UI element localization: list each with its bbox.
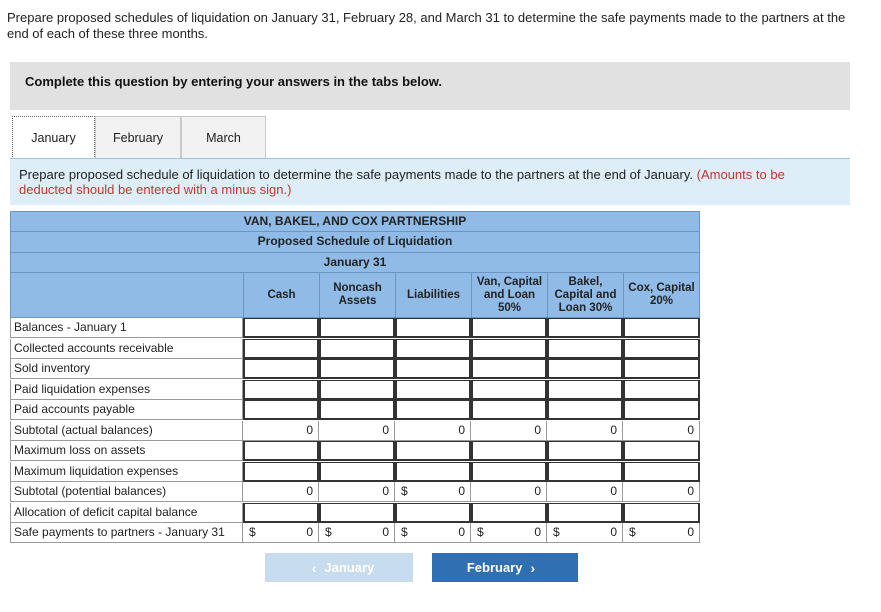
amount-input[interactable]	[243, 359, 319, 379]
column-header-3	[395, 273, 471, 318]
dollar-sign: $	[401, 525, 408, 539]
dollar-sign: $	[401, 484, 408, 498]
column-header-6	[623, 273, 700, 318]
row-label: Sold inventory	[10, 359, 243, 379]
table-row	[10, 503, 700, 523]
question-intro: Prepare proposed schedules of liquidation on January 31, February 28, and March 31 to determine the safe payments made to the partners at the end of each of these three months.	[7, 10, 846, 41]
table-row	[10, 482, 700, 502]
computed-value-cell	[395, 482, 471, 502]
dollar-sign: $	[553, 525, 560, 539]
amount-input[interactable]	[547, 462, 623, 482]
computed-value-cell	[243, 421, 319, 441]
amount-input[interactable]	[623, 400, 700, 420]
value-text: 0	[687, 484, 694, 498]
amount-input[interactable]	[623, 318, 700, 338]
dollar-sign: $	[249, 525, 256, 539]
amount-input[interactable]	[243, 462, 319, 482]
row-label: Balances - January 1	[10, 318, 243, 338]
amount-input[interactable]	[319, 503, 395, 523]
dollar-sign: $	[325, 525, 332, 539]
computed-value-cell	[623, 482, 700, 502]
previous-tab-label: January	[324, 560, 375, 575]
instruction-text: Prepare proposed schedule of liquidation to determine the safe payments made to the partners at the end of January.	[19, 167, 694, 182]
amount-input[interactable]	[319, 359, 395, 379]
amount-input[interactable]	[471, 441, 547, 461]
amount-input[interactable]	[395, 339, 471, 359]
column-header-1	[243, 273, 319, 318]
amount-input[interactable]	[319, 380, 395, 400]
next-tab-button[interactable]	[432, 553, 578, 582]
row-label: Maximum liquidation expenses	[10, 462, 243, 482]
computed-value-cell	[547, 421, 623, 441]
computed-value-cell	[319, 482, 395, 502]
computed-value-cell	[471, 421, 547, 441]
amount-input[interactable]	[395, 359, 471, 379]
column-header-line: Liabilities	[406, 288, 461, 301]
table-row	[10, 339, 700, 359]
amount-input[interactable]	[395, 380, 471, 400]
dollar-sign: $	[629, 525, 636, 539]
amount-input[interactable]	[471, 503, 547, 523]
next-tab-label: February	[466, 560, 523, 575]
amount-input[interactable]	[395, 503, 471, 523]
amount-input[interactable]	[623, 359, 700, 379]
row-label: Paid liquidation expenses	[10, 380, 243, 400]
chevron-left-icon: ‹	[311, 559, 317, 576]
computed-value-cell	[243, 523, 319, 543]
computed-value-cell	[623, 421, 700, 441]
amount-input[interactable]	[623, 380, 700, 400]
previous-tab-button[interactable]	[265, 553, 413, 582]
table-row	[10, 523, 700, 543]
amount-input[interactable]	[547, 400, 623, 420]
value-text: 0	[306, 422, 313, 437]
amount-input[interactable]	[243, 400, 319, 420]
amount-input[interactable]	[547, 359, 623, 379]
row-label: Subtotal (potential balances)	[10, 482, 243, 502]
amount-input[interactable]	[623, 503, 700, 523]
tab-february[interactable]: February	[95, 116, 181, 159]
amount-input[interactable]	[319, 339, 395, 359]
amount-input[interactable]	[319, 318, 395, 338]
value-text: 0	[687, 422, 694, 437]
column-header-line: 20%	[649, 295, 674, 307]
amount-input[interactable]	[319, 462, 395, 482]
computed-value-cell	[623, 523, 700, 543]
amount-input[interactable]	[395, 318, 471, 338]
complete-question-banner: Complete this question by entering your answers in the tabs below.	[10, 62, 850, 110]
table-row	[10, 421, 700, 441]
column-header-5	[547, 273, 623, 318]
amount-input[interactable]	[395, 462, 471, 482]
table-row	[10, 380, 700, 400]
column-header-line: and Loan	[483, 288, 536, 301]
value-text: 0	[458, 525, 465, 539]
value-text: 0	[306, 484, 313, 498]
computed-value-cell	[471, 523, 547, 543]
computed-value-cell	[395, 421, 471, 441]
value-text: 0	[458, 422, 465, 437]
row-label: Subtotal (actual balances)	[10, 421, 243, 441]
computed-value-cell	[319, 421, 395, 441]
instruction-panel	[10, 159, 850, 205]
value-text: 0	[610, 525, 617, 539]
table-row	[10, 441, 700, 461]
amount-input[interactable]	[623, 339, 700, 359]
table-row	[10, 462, 700, 482]
row-label: Allocation of deficit capital balance	[10, 503, 243, 523]
value-text: 0	[687, 525, 694, 539]
row-label: Safe payments to partners - January 31	[10, 523, 243, 543]
column-header-line: Noncash	[333, 282, 382, 294]
value-text: 0	[382, 422, 389, 437]
value-text: 0	[610, 484, 617, 498]
dollar-sign: $	[477, 525, 484, 539]
amount-input[interactable]	[471, 400, 547, 420]
value-text: 0	[306, 525, 313, 539]
computed-value-cell	[547, 523, 623, 543]
amount-input[interactable]	[471, 380, 547, 400]
column-header-line: Loan 30%	[558, 301, 613, 314]
computed-value-cell	[395, 523, 471, 543]
value-text: 0	[534, 525, 541, 539]
amount-input[interactable]	[471, 462, 547, 482]
amount-input[interactable]	[243, 503, 319, 523]
schedule-title-subtitle: Proposed Schedule of Liquidation	[10, 232, 700, 253]
amount-input[interactable]	[319, 441, 395, 461]
table-row	[10, 318, 700, 338]
amount-input[interactable]	[547, 318, 623, 338]
amount-input[interactable]	[623, 462, 700, 482]
column-header-line: 50%	[497, 301, 522, 314]
value-text: 0	[458, 484, 465, 498]
value-text: 0	[534, 484, 541, 498]
computed-value-cell	[471, 482, 547, 502]
amount-input[interactable]	[243, 441, 319, 461]
amount-input[interactable]	[547, 503, 623, 523]
amount-input[interactable]	[243, 318, 319, 338]
tab-january[interactable]: January	[12, 116, 95, 159]
row-label: Paid accounts payable	[10, 400, 243, 420]
amount-input[interactable]	[319, 400, 395, 420]
amount-input[interactable]	[243, 380, 319, 400]
amount-input[interactable]	[395, 400, 471, 420]
column-header-line: Cox, Capital	[628, 282, 695, 294]
column-header-blank	[10, 273, 243, 318]
amount-input[interactable]	[547, 339, 623, 359]
amount-input[interactable]	[243, 339, 319, 359]
amount-input[interactable]	[547, 380, 623, 400]
amount-input[interactable]	[471, 359, 547, 379]
row-label: Maximum loss on assets	[10, 441, 243, 461]
instruction-note: (Amounts to be deducted should be entered with a minus sign.)	[19, 167, 785, 197]
computed-value-cell	[319, 523, 395, 543]
table-row	[10, 400, 700, 420]
value-text: 0	[382, 525, 389, 539]
row-label: Collected accounts receivable	[10, 339, 243, 359]
amount-input[interactable]	[623, 441, 700, 461]
amount-input[interactable]	[395, 441, 471, 461]
schedule-title-date: January 31	[10, 253, 700, 273]
computed-value-cell	[547, 482, 623, 502]
column-header-line: Cash	[267, 288, 296, 301]
column-header-2	[319, 273, 395, 318]
column-header-line: Capital and	[554, 288, 617, 301]
tab-march[interactable]: March	[181, 116, 266, 159]
amount-input[interactable]	[471, 318, 547, 338]
amount-input[interactable]	[547, 441, 623, 461]
column-header-line: Bakel,	[568, 275, 603, 288]
column-header-line: Assets	[338, 295, 377, 307]
table-row	[10, 359, 700, 379]
computed-value-cell	[243, 482, 319, 502]
schedule-title-partnership: VAN, BAKEL, AND COX PARTNERSHIP	[10, 211, 700, 232]
value-text: 0	[534, 422, 541, 437]
value-text: 0	[382, 484, 389, 498]
amount-input[interactable]	[471, 339, 547, 359]
chevron-right-icon: ›	[530, 559, 536, 576]
column-header-line: Van, Capital	[476, 275, 543, 288]
value-text: 0	[610, 422, 617, 437]
column-header-4	[471, 273, 547, 318]
